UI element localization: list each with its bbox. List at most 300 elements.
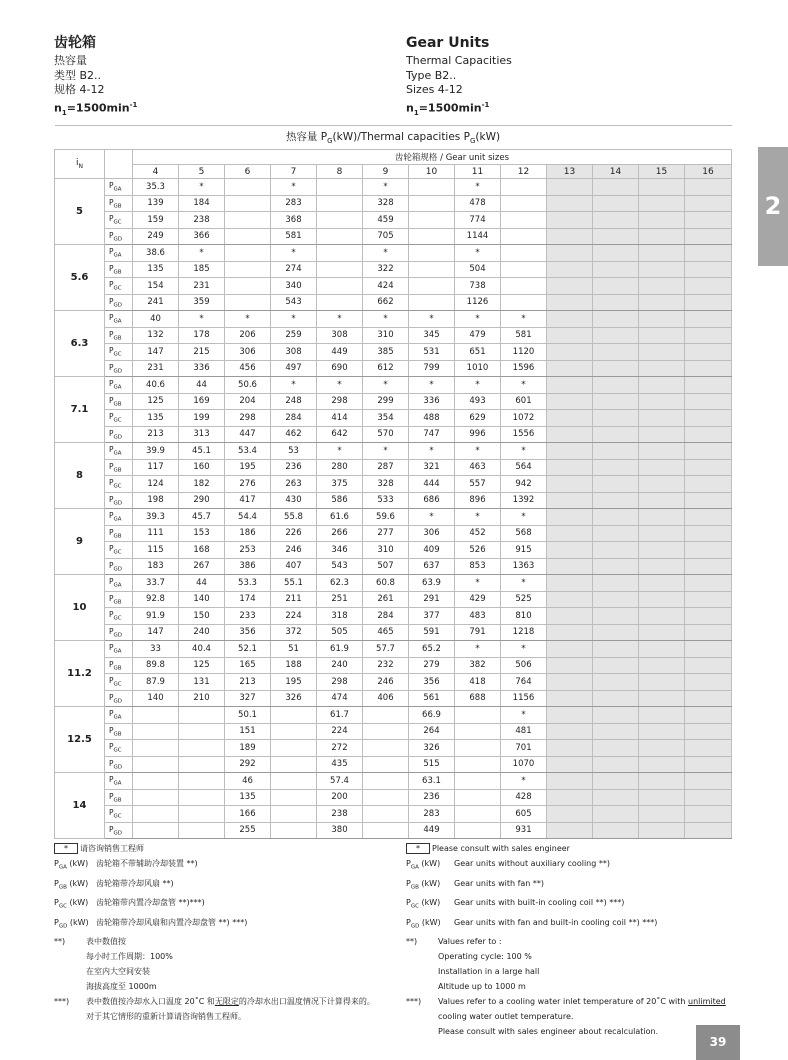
empty-cell: [547, 525, 593, 542]
table-cell: 238: [179, 212, 225, 229]
table-cell: 327: [225, 690, 271, 707]
table-cell: 931: [501, 822, 547, 839]
table-row: [55, 459, 732, 476]
table-cell: [317, 278, 363, 295]
table-cell: [501, 278, 547, 295]
empty-cell: [547, 575, 593, 592]
p-label: $P_{GA}$: [105, 575, 133, 592]
table-cell: 277: [363, 525, 409, 542]
table-cell: 287: [363, 459, 409, 476]
p-label: $P_{GB}$: [105, 657, 133, 674]
condition-1-zh: 每小时工作周期：100%: [86, 952, 173, 962]
table-cell: 117: [133, 459, 179, 476]
empty-cell: [593, 476, 639, 493]
table-cell: [317, 212, 363, 229]
subtitle-zh-2: 类型 B2..: [54, 68, 102, 82]
empty-cell: [593, 822, 639, 839]
size-header: 9: [363, 165, 409, 179]
table-cell: 139: [133, 195, 179, 212]
table-cell: 57.4: [317, 773, 363, 790]
table-cell: 515: [409, 756, 455, 773]
table-cell: 267: [179, 558, 225, 575]
empty-cell: [593, 426, 639, 443]
table-cell: 372: [271, 624, 317, 641]
table-cell: [179, 806, 225, 823]
empty-cell: [639, 179, 685, 196]
table-cell: 153: [179, 525, 225, 542]
table-cell: 246: [363, 674, 409, 691]
table-cell: 53.4: [225, 443, 271, 460]
p-label: $P_{GD}$: [105, 756, 133, 773]
table-cell: [455, 789, 501, 806]
table-row: [55, 228, 732, 245]
empty-cell: [685, 179, 732, 196]
table-cell: 308: [271, 344, 317, 361]
table-cell: 147: [133, 344, 179, 361]
size-header-row: [55, 165, 732, 179]
ratio-cell: 7.1: [55, 377, 105, 443]
table-row: [55, 822, 732, 839]
table-cell: [317, 261, 363, 278]
definition-line: $P_{GA}$ (kW) Gear units without auxiliary cooling **): [406, 859, 610, 871]
p-label: $P_{GC}$: [105, 806, 133, 823]
empty-cell: [639, 624, 685, 641]
empty-cell: [639, 344, 685, 361]
p-label: $P_{GC}$: [105, 542, 133, 559]
table-cell: [363, 773, 409, 790]
table-cell: [271, 756, 317, 773]
table-cell: 53.3: [225, 575, 271, 592]
table-cell: [409, 294, 455, 311]
definition-line: $P_{GD}$ (kW) Gear units with fan and built-in cooling coil **) ***): [406, 917, 658, 930]
table-cell: 200: [317, 789, 363, 806]
p-label: $P_{GA}$: [105, 245, 133, 262]
table-cell: [133, 773, 179, 790]
table-row: [55, 393, 732, 410]
p-label: $P_{GB}$: [105, 591, 133, 608]
table-cell: [409, 278, 455, 295]
table-cell: [271, 789, 317, 806]
empty-cell: [593, 278, 639, 295]
definition-line: $P_{GB}$ (kW) Gear units with fan **): [406, 878, 545, 891]
empty-cell: [639, 212, 685, 229]
table-cell: 169: [179, 393, 225, 410]
table-row: [55, 426, 732, 443]
empty-cell: [685, 344, 732, 361]
p-label: $P_{GC}$: [105, 476, 133, 493]
table-cell: 166: [225, 806, 271, 823]
table-cell: *: [455, 245, 501, 262]
table-cell: 481: [501, 723, 547, 740]
table-cell: 232: [363, 657, 409, 674]
table-cell: 407: [271, 558, 317, 575]
p-label: $P_{GC}$: [105, 212, 133, 229]
empty-cell: [547, 641, 593, 658]
table-cell: 274: [271, 261, 317, 278]
table-cell: 160: [179, 459, 225, 476]
table-cell: 188: [271, 657, 317, 674]
table-cell: 50.1: [225, 707, 271, 724]
empty-cell: [639, 459, 685, 476]
table-cell: 310: [363, 542, 409, 559]
table-cell: [179, 756, 225, 773]
table-cell: *: [409, 311, 455, 328]
table-cell: [133, 789, 179, 806]
empty-cell: [593, 542, 639, 559]
empty-cell: [639, 509, 685, 526]
table-cell: *: [501, 509, 547, 526]
empty-cell: [593, 410, 639, 427]
table-cell: *: [317, 377, 363, 394]
table-cell: *: [501, 575, 547, 592]
table-cell: *: [271, 377, 317, 394]
table-cell: 276: [225, 476, 271, 493]
condition-3-zh: 海拔高度至 1000m: [86, 982, 157, 992]
table-cell: *: [501, 707, 547, 724]
table-cell: *: [271, 311, 317, 328]
table-cell: *: [455, 443, 501, 460]
table-cell: [455, 723, 501, 740]
table-row: [55, 591, 732, 608]
recalc-note-zh: 对于其它情形的重新计算请咨询销售工程师。: [86, 1012, 246, 1022]
table-cell: 479: [455, 327, 501, 344]
table-cell: 356: [409, 674, 455, 691]
table-cell: 284: [363, 608, 409, 625]
table-cell: [501, 294, 547, 311]
table-cell: *: [409, 377, 455, 394]
table-cell: 1218: [501, 624, 547, 641]
empty-cell: [593, 641, 639, 658]
table-row: [55, 789, 732, 806]
table-cell: 356: [225, 624, 271, 641]
empty-cell: [547, 212, 593, 229]
table-cell: 238: [317, 806, 363, 823]
table-row: [55, 657, 732, 674]
table-cell: 497: [271, 360, 317, 377]
empty-cell: [639, 327, 685, 344]
table-cell: 291: [409, 591, 455, 608]
table-row: [55, 311, 732, 328]
p-label: $P_{GB}$: [105, 459, 133, 476]
table-cell: 290: [179, 492, 225, 509]
table-cell: 533: [363, 492, 409, 509]
table-cell: 853: [455, 558, 501, 575]
p-label: $P_{GA}$: [105, 377, 133, 394]
table-cell: [501, 228, 547, 245]
table-cell: [271, 723, 317, 740]
table-cell: *: [409, 509, 455, 526]
table-cell: 326: [409, 740, 455, 757]
table-cell: [501, 195, 547, 212]
table-row: [55, 608, 732, 625]
table-cell: *: [501, 443, 547, 460]
p-label: $P_{GB}$: [105, 789, 133, 806]
empty-cell: [685, 575, 732, 592]
table-cell: 50.6: [225, 377, 271, 394]
table-cell: 462: [271, 426, 317, 443]
table-row: [55, 327, 732, 344]
table-cell: 345: [409, 327, 455, 344]
p-label: $P_{GB}$: [105, 195, 133, 212]
table-cell: 186: [225, 525, 271, 542]
empty-cell: [685, 591, 732, 608]
empty-cell: [593, 723, 639, 740]
empty-cell: [593, 608, 639, 625]
table-cell: 557: [455, 476, 501, 493]
table-cell: 195: [225, 459, 271, 476]
table-cell: 236: [409, 789, 455, 806]
table-cell: [501, 212, 547, 229]
table-row: [55, 740, 732, 757]
table-row: [55, 278, 732, 295]
empty-cell: [593, 294, 639, 311]
empty-cell: [547, 443, 593, 460]
empty-cell: [593, 393, 639, 410]
table-cell: 377: [409, 608, 455, 625]
table-cell: 63.9: [409, 575, 455, 592]
table-cell: [409, 179, 455, 196]
table-cell: 231: [133, 360, 179, 377]
table-cell: 131: [179, 674, 225, 691]
table-cell: 299: [363, 393, 409, 410]
table-cell: 53: [271, 443, 317, 460]
table-row: [55, 690, 732, 707]
notes-en: [406, 841, 746, 1039]
empty-cell: [639, 261, 685, 278]
size-header: 15: [639, 165, 685, 179]
table-cell: 263: [271, 476, 317, 493]
table-cell: 581: [501, 327, 547, 344]
table-cell: [133, 756, 179, 773]
table-row: [55, 443, 732, 460]
table-row: [55, 525, 732, 542]
empty-cell: [593, 212, 639, 229]
table-cell: 366: [179, 228, 225, 245]
table-cell: 326: [271, 690, 317, 707]
table-cell: *: [455, 641, 501, 658]
empty-cell: [639, 690, 685, 707]
table-cell: *: [501, 641, 547, 658]
table-cell: [225, 245, 271, 262]
empty-cell: [685, 426, 732, 443]
table-cell: *: [363, 179, 409, 196]
table-cell: 591: [409, 624, 455, 641]
table-cell: [409, 195, 455, 212]
table-cell: [455, 707, 501, 724]
p-label: $P_{GB}$: [105, 723, 133, 740]
ratio-cell: 12.5: [55, 707, 105, 773]
table-cell: 1156: [501, 690, 547, 707]
table-cell: 525: [501, 591, 547, 608]
table-cell: 198: [133, 492, 179, 509]
table-row: [55, 410, 732, 427]
table-row: [55, 641, 732, 658]
table-cell: 581: [271, 228, 317, 245]
table-cell: 40.4: [179, 641, 225, 658]
p-label: $P_{GB}$: [105, 393, 133, 410]
condition-2-en: Installation in a large hall: [438, 967, 540, 977]
empty-cell: [685, 492, 732, 509]
table-cell: 738: [455, 278, 501, 295]
table-cell: *: [501, 311, 547, 328]
empty-cell: [547, 756, 593, 773]
p-label: $P_{GD}$: [105, 690, 133, 707]
thermal-capacity-table: [54, 125, 732, 839]
table-cell: 298: [225, 410, 271, 427]
p-label: $P_{GC}$: [105, 740, 133, 757]
table-cell: 336: [409, 393, 455, 410]
table-cell: 211: [271, 591, 317, 608]
empty-cell: [593, 657, 639, 674]
empty-cell: [685, 393, 732, 410]
table-cell: 213: [225, 674, 271, 691]
table-cell: 46: [225, 773, 271, 790]
table-cell: 896: [455, 492, 501, 509]
table-cell: 55.1: [271, 575, 317, 592]
chapter-tab: 2: [758, 147, 788, 266]
empty-cell: [593, 575, 639, 592]
p-label: $P_{GC}$: [105, 608, 133, 625]
subtitle-zh-1: 热容量: [54, 54, 87, 67]
empty-cell: [685, 294, 732, 311]
table-cell: [409, 228, 455, 245]
empty-cell: [685, 261, 732, 278]
table-cell: 231: [179, 278, 225, 295]
empty-cell: [593, 245, 639, 262]
empty-cell: [593, 228, 639, 245]
table-cell: *: [455, 311, 501, 328]
table-row: [55, 195, 732, 212]
empty-cell: [593, 261, 639, 278]
empty-cell: [547, 509, 593, 526]
table-cell: 424: [363, 278, 409, 295]
table-cell: 747: [409, 426, 455, 443]
table-cell: 414: [317, 410, 363, 427]
table-cell: 568: [501, 525, 547, 542]
table-cell: 651: [455, 344, 501, 361]
table-cell: [363, 822, 409, 839]
p-label: $P_{GD}$: [105, 558, 133, 575]
table-cell: 1596: [501, 360, 547, 377]
table-cell: 292: [225, 756, 271, 773]
table-cell: 40: [133, 311, 179, 328]
table-cell: 233: [225, 608, 271, 625]
table-cell: 449: [317, 344, 363, 361]
table-cell: 45.1: [179, 443, 225, 460]
table-cell: 308: [317, 327, 363, 344]
empty-cell: [547, 261, 593, 278]
empty-cell: [639, 674, 685, 691]
empty-cell: [593, 459, 639, 476]
empty-cell: [685, 311, 732, 328]
table-row: [55, 476, 732, 493]
table-cell: [179, 707, 225, 724]
ratio-cell: 10: [55, 575, 105, 641]
table-cell: [455, 756, 501, 773]
p-label: $P_{GC}$: [105, 674, 133, 691]
table-cell: 240: [179, 624, 225, 641]
table-row: [55, 492, 732, 509]
table-cell: 226: [271, 525, 317, 542]
table-cell: 409: [409, 542, 455, 559]
empty-cell: [685, 723, 732, 740]
table-cell: 336: [179, 360, 225, 377]
table-cell: [133, 723, 179, 740]
table-cell: [409, 212, 455, 229]
p-label: $P_{GC}$: [105, 278, 133, 295]
table-cell: [271, 822, 317, 839]
table-row: [55, 261, 732, 278]
table-row: [55, 377, 732, 394]
table-cell: 55.8: [271, 509, 317, 526]
empty-cell: [547, 377, 593, 394]
table-cell: 1126: [455, 294, 501, 311]
table-cell: [133, 806, 179, 823]
table-cell: 564: [501, 459, 547, 476]
p-label: $P_{GA}$: [105, 179, 133, 196]
table-cell: 605: [501, 806, 547, 823]
empty-cell: [547, 459, 593, 476]
definition-line: $P_{GD}$ (kW) 齿轮箱带冷却风扇和内置冷却盘管 **) ***): [54, 917, 248, 930]
empty-cell: [639, 228, 685, 245]
table-cell: 488: [409, 410, 455, 427]
empty-cell: [639, 707, 685, 724]
table-cell: *: [363, 311, 409, 328]
table-cell: *: [179, 179, 225, 196]
table-cell: 310: [363, 327, 409, 344]
table-cell: 215: [179, 344, 225, 361]
empty-cell: [685, 822, 732, 839]
empty-cell: [547, 360, 593, 377]
table-cell: 251: [317, 591, 363, 608]
empty-cell: [547, 690, 593, 707]
p-label: $P_{GB}$: [105, 261, 133, 278]
table-cell: 132: [133, 327, 179, 344]
table-row: [55, 344, 732, 361]
table-row: [55, 509, 732, 526]
table-cell: 318: [317, 608, 363, 625]
ratio-cell: 5: [55, 179, 105, 245]
p-label: $P_{GB}$: [105, 525, 133, 542]
table-cell: [179, 723, 225, 740]
table-cell: 328: [363, 476, 409, 493]
table-cell: 52.1: [225, 641, 271, 658]
recalc-note-en: Please consult with sales engineer about recalculation.: [438, 1027, 659, 1037]
empty-cell: [547, 806, 593, 823]
definition-line: $P_{GA}$ (kW) 齿轮箱不带辅助冷却装置 **): [54, 859, 198, 871]
table-cell: 168: [179, 542, 225, 559]
table-cell: 115: [133, 542, 179, 559]
table-cell: 240: [317, 657, 363, 674]
table-cell: 478: [455, 195, 501, 212]
table-cell: 174: [225, 591, 271, 608]
table-cell: 810: [501, 608, 547, 625]
size-header: 7: [271, 165, 317, 179]
condition-3-en: Altitude up to 1000 m: [438, 982, 526, 992]
table-cell: *: [179, 245, 225, 262]
table-cell: 150: [179, 608, 225, 625]
table-cell: [271, 707, 317, 724]
empty-cell: [547, 707, 593, 724]
empty-cell: [639, 245, 685, 262]
table-cell: 266: [317, 525, 363, 542]
table-cell: 791: [455, 624, 501, 641]
empty-cell: [593, 377, 639, 394]
table-cell: 44: [179, 377, 225, 394]
size-header: 10: [409, 165, 455, 179]
table-row: [55, 558, 732, 575]
empty-cell: [593, 327, 639, 344]
